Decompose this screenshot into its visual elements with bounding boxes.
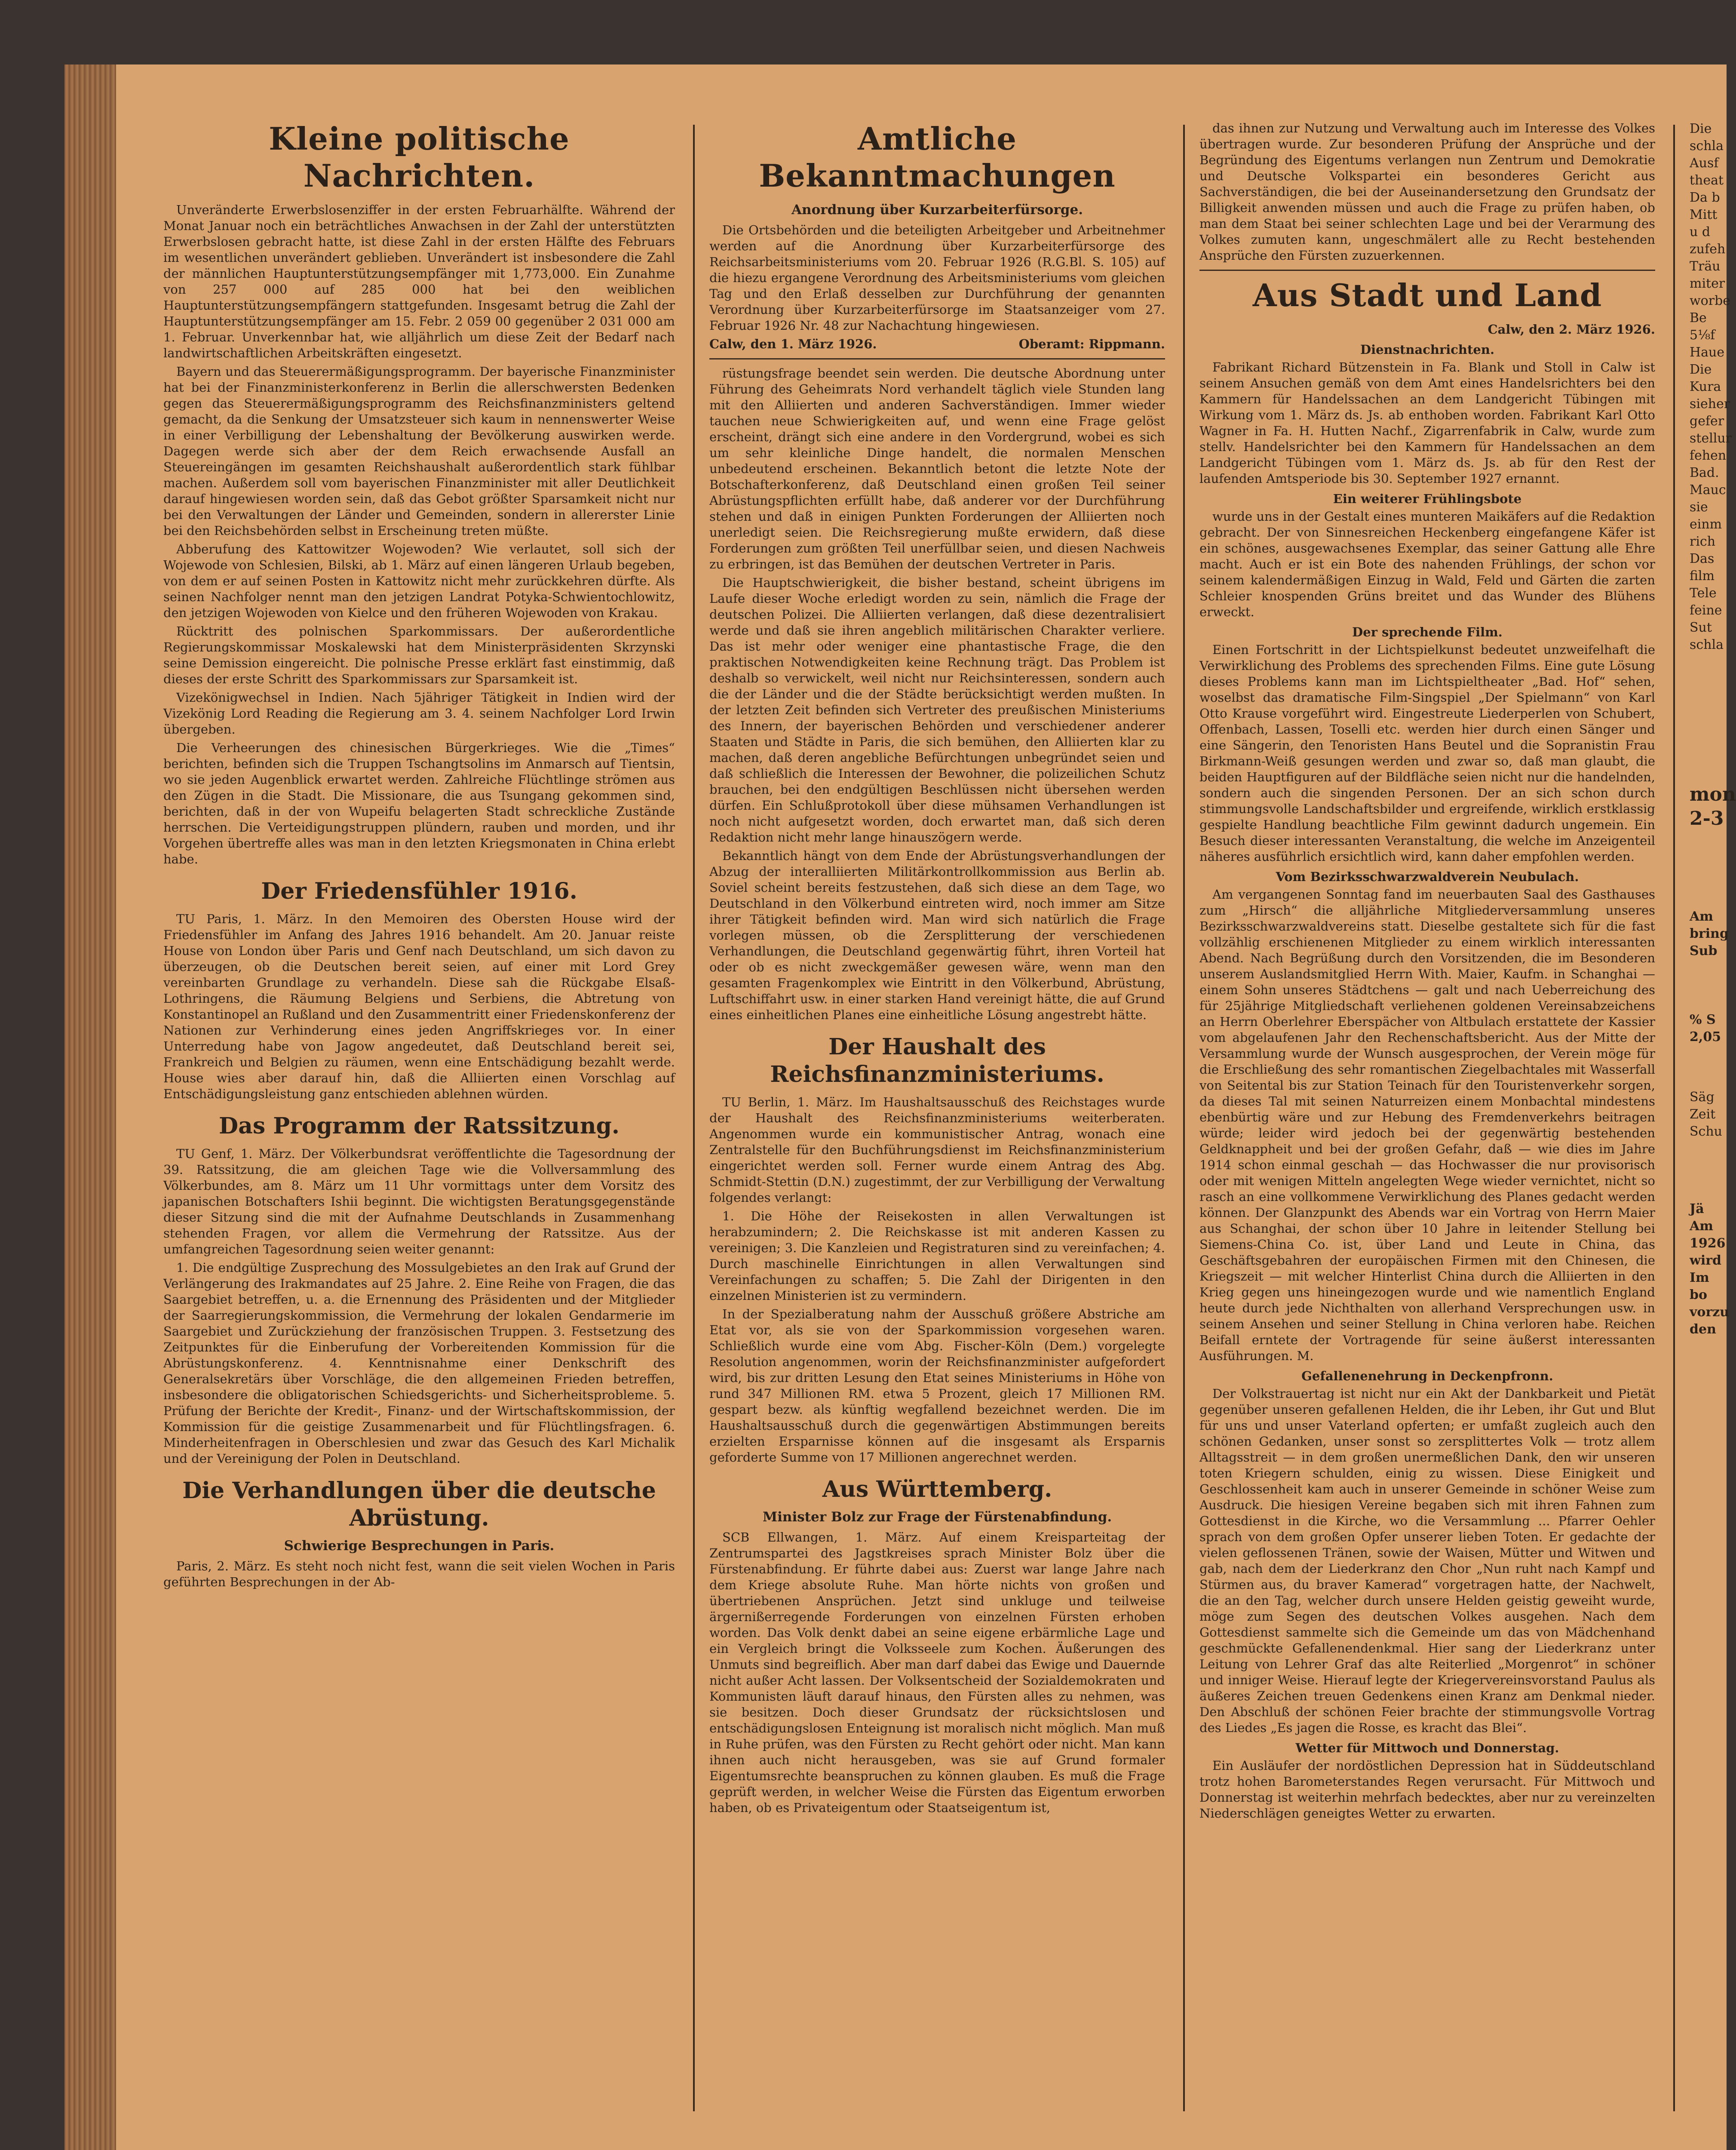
cropped-line: Bad. xyxy=(1690,465,1719,480)
column-rule xyxy=(693,125,695,2111)
subheadline: Vom Bezirksschwarzwaldverein Neubulach. xyxy=(1276,869,1579,884)
headline: Der Haushalt des Reichsfinanzministeriums. xyxy=(770,1034,1104,1087)
cropped-line: Träu xyxy=(1690,259,1721,274)
column-4-cropped xyxy=(1690,120,1736,2124)
cropped-text-block xyxy=(1690,1011,1727,1046)
subheadline: Gefallenenehrung in Deckenpfronn. xyxy=(1301,1369,1553,1383)
article-paragraph: Bayern und das Steuerermäßigungsprogramm. Der bayerische Finanzminister hat bei der Finanzministerkonferenz in Berlin die allerschwersten Bedenken gegen das Steuerermäßigungsprogramm des Reichsfinanzministers geltend gemacht, da die Senkung der Umsatzsteuer sich kaum in nennenswerter Weise in einer Verbilligung der Lebenshaltung der Bevölkerung auswirken werde. Dagegen werde sich aber der dem Reich erwachsende Ausfall an Steuereingängen im gesamten Reichshaushalt außerordentlich stark fühlbar machen. Außerdem soll vom bayerischen Finanzminister mit aller Deutlichkeit darauf hingewiesen worden sein, daß das Gebot größter Sparsamkeit nicht nur bei den Verwaltungen der Länder und Gemeinden, sondern in allererster Linie bei den Reichsbehörden selbst in Erscheinung treten müßte. xyxy=(163,364,675,538)
section-divider xyxy=(1199,270,1655,271)
headline: Das Programm der Ratssitzung. xyxy=(219,1113,620,1139)
cropped-gap xyxy=(1690,1046,1727,1089)
cropped-line: u d xyxy=(1690,224,1711,240)
cropped-line: Das xyxy=(1690,551,1715,566)
signature-authority: Oberamt: Rippmann. xyxy=(1018,337,1165,351)
cropped-line: wird xyxy=(1690,1253,1722,1268)
signature-line xyxy=(709,336,1165,352)
cropped-line: 2,05 xyxy=(1690,1029,1721,1044)
signature-place-date: Calw, den 1. März 1926. xyxy=(709,337,877,351)
cropped-line: Die xyxy=(1690,362,1712,377)
cropped-line: Zeit xyxy=(1690,1107,1716,1122)
cropped-line: 2-3 xyxy=(1690,808,1724,829)
article-paragraph: Ein Ausläufer der nordöstlichen Depression hat in Süddeutschland trotz hohen Barometerstandes Regen verursacht. Für Mittwoch und Donnerstag ist weiterhin mehrfach bedecktes, aber nur zu vereinzelten Niederschlägen geneigtes Wetter zu erwarten. xyxy=(1199,1758,1655,1821)
column-3 xyxy=(1199,120,1655,2124)
cropped-line: gefer xyxy=(1690,414,1724,429)
cropped-gap xyxy=(1690,831,1727,908)
cropped-line: Am xyxy=(1690,909,1714,924)
cropped-line: miter xyxy=(1690,276,1725,291)
cropped-line: Kura xyxy=(1690,379,1721,394)
headline: Der Friedensfühler 1916. xyxy=(261,878,577,904)
column-2 xyxy=(709,120,1165,2124)
cropped-line: worbe xyxy=(1690,293,1731,308)
article-paragraph: Am vergangenen Sonntag fand im neuerbauten Saal des Gasthauses zum „Hirsch“ die alljährliche Mitgliederversammlung unseres Bezirksschwarzwaldvereins statt. Dieselbe gestaltete sich für die fast vollzählig erschienenen Mitglieder zu einem wirklich interessanten Abend. Nach Begrüßung durch den Vorsitzenden, die im Besonderen unserem Auslandsmitglied Herrn With. Maier, Kaufm. in Schanghai — einem Sohn unseres Städtchens — galt und nach Ueberreichung des für 25jährige Mitgliedschaft verliehenen goldenen Vereinsabzeichens an Herrn Oberlehrer Eberspächer von Altbulach erstattete der Kassier vom abgelaufenen Jahr den Rechenschaftsbericht. Aus der Mitte der Versammlung wurde der Wunsch ausgesprochen, der Verein möge für die Erschließung des sehr romantischen Ziegelbachtales mit Wasserfall von Seitental bis zur Station Teinach für den Touristenverkehr sorgen, da dieses Tal mit seinen Naturreizen einem Monbachtal mindestens ebenbürtig wäre und zur Hebung des Fremdenverkehrs beitragen würde; leider wird jedoch bei der gegenwärtig bestehenden Geldknappheit und bei der großen Gefahr, daß — wie dies im Jahre 1914 schon einmal geschah — das Hochwasser die nur provisorisch oder mit wenigen Mitteln angelegten Wege wieder vernichtet, nicht so rasch an eine vollkommene Verwirklichung des Planes gedacht werden können. Der Glanzpunkt des Abends war ein Vortrag von Herrn Maier aus Schanghai, der schon über 10 Jahre in leitender Stellung bei Siemens-China Co. ist, über Land und Leute in China, das Geschäftsgebahren der europäischen Firmen mit den Chinesen, die Kriegszeit — mit welcher Hinterlist China durch die Alliierten in den Krieg gegen uns hineingezogen wurde und wie namentlich England heute durch jede Nichthalten von allerhand Versprechungen usw. in seinem Ansehen und seiner Stellung in China verloren habe. Reichen Beifall erntete der Vortragende für seine äußerst interessanten Ausführungen. M. xyxy=(1199,887,1655,1363)
cropped-text-block xyxy=(1690,1201,1730,1338)
article-paragraph: SCB Ellwangen, 1. März. Auf einem Kreisparteitag der Zentrumspartei des Jagstkreises sprach Minister Bolz über die Fürstenabfindung. Er führte dabei aus: Zuerst war lange Jahre nach dem Kriege absolute Ruhe. Man hörte nichts von großen und übertriebenen Ansprüchen. Jetzt sind unkluge und teilweise ärgernißerregende Forderungen von einzelnen Fürsten erhoben worden. Das Volk denkt dabei an seine eigene erbärmliche Lage und ein Vergleich bringt die Volksseele zum Kochen. Äußerungen des Unmuts sind begreiflich. Aber man darf dabei das Ewige und Dauernde nicht außer Acht lassen. Der Volksentscheid der Sozialdemokraten und Kommunisten läuft darauf hinaus, den Fürsten alles zu nehmen, was sie besitzen. Doch dieser Grundsatz der rücksichtslosen und entschädigungslosen Enteignung ist moralisch nicht möglich. Man muß in Ruhe prüfen, was den Fürsten zu Recht gehört oder nicht. Man kann ihnen auch nicht herausgeben, was sie auf Grund formaler Eigentumsrechte beanspruchen zu können glauben. Es muß die Frage geprüft werden, in welcher Weise die Fürsten das Eigentum erworben haben, ob es Privateigentum oder Staatseigentum ist, xyxy=(709,1530,1165,1815)
headline: Aus Stadt und Land xyxy=(1252,277,1602,313)
subheadline: Wetter für Mittwoch und Donnerstag. xyxy=(1295,1741,1559,1755)
cropped-line: Säg xyxy=(1690,1090,1715,1105)
article-paragraph: Die Verheerungen des chinesischen Bürgerkrieges. Wie die „Times“ berichten, befinden sich die Truppen Tschangtsolins im Anmarsch auf Tientsin, wo sie jeden Augenblick erwartet werden. Zahlreiche Flüchtlinge strömen aus den Zügen in die Stadt. Die Missionare, die aus Tsungang gekommen sind, berichten, daß in der von Wupeifu belagerten Stadt schreckliche Zustände herrschen. Die Verteidigungstruppen plündern, rauben und morden, und ihr Vorgehen übertreffe alles was man in den letzten Kriegsmonaten in China erlebt habe. xyxy=(163,740,675,866)
headline: Amtliche Bekanntmachungen xyxy=(759,120,1116,194)
article-paragraph: Fabrikant Richard Bützenstein in Fa. Blank und Stoll in Calw ist seinem Ansuchen gemäß von dem Amt eines Handelsrichters bei den Kammern für Handelssachen an dem Landgericht Tübingen mit Wirkung vom 1. März ds. Js. ab enthoben worden. Fabrikant Karl Otto Wagner in Fa. H. Hutten Nachf., Zigarrenfabrik in Calw, wurde zum stellv. Handelsrichter bei den Kammern für Handelssachen an dem Landgericht Tübingen vom 1. März ds. Js. ab für den Rest der laufenden Amtsperiode bis 30. September 1927 ernannt. xyxy=(1199,360,1655,486)
cropped-text-block xyxy=(1690,120,1732,654)
article-paragraph: Rücktritt des polnischen Sparkommissars. Der außerordentliche Regierungskommissar Moskalewski hat dem Ministerpräsidenten Skrzynski seine Demission eingereicht. Die polnische Presse erklärt fast einstimmig, daß dieses der erste Schritt des Sparkommissars zur Sparsamkeit ist. xyxy=(163,624,675,686)
cropped-line: Mitt xyxy=(1690,207,1718,222)
cropped-line: schla xyxy=(1690,138,1724,154)
cropped-line: Mauc xyxy=(1690,482,1726,498)
cropped-line: Sut xyxy=(1690,620,1712,635)
cropped-line: sieher xyxy=(1690,396,1730,412)
cropped-line: feine xyxy=(1690,603,1722,618)
newspaper-page xyxy=(64,64,1736,2150)
article-paragraph: Einen Fortschritt in der Lichtspielkunst bedeutet unzweifelhaft die Verwirklichung des Problems des sprechenden Films. Eine gute Lösung dieses Problems kann man im Lichtspieltheater „Bad. Hof“ sehen, woselbst das dramatische Film-Singspiel „Der Spielmann“ von Karl Otto Krause vorgeführt wird. Eingestreute Liederperlen von Schubert, Offenbach, Lassen, Toselli etc. werden hier durch einen Sänger und eine Sängerin, den Tenoristen Hans Beutel und die Sopranistin Frau Birkmann-Weiß gesungen werden und zwar so, daß man glaubt, die beiden Hauptfiguren auf der Bildfläche seien nicht nur die handelnden, sondern auch die singenden Personen. Der an sich schon durch stimmungsvolle Landschaftsbilder und ergreifende, wirklich erstklassig gespielte Handlung beachtliche Film gewinnt dadurch ungemein. Ein Besuch dieser interessanten Veranstaltung, die welche im Anzeigenteil näheres ausführlich ersichtlich wird, kann daher empfohlen werden. xyxy=(1199,642,1655,864)
cropped-line: Schu xyxy=(1690,1124,1722,1139)
article-paragraph: Der Volkstrauertag ist nicht nur ein Akt der Dankbarkeit und Pietät gegenüber unseren gefallenen Helden, die ihr Leben, ihr Gut und Blut für uns und unser Vaterland opferten; er umfaßt zugleich auch den schönen Gedanken, unser sonst so zersplittertes Volk — trotz allem Alltagsstreit — in dem großen unermeßlichen Dank, den wir unseren toten Kriegern schulden, einig zu wissen. Diese Einigkeit und Geschlossenheit kam auch in unserer Gemeinde in schöner Weise zum Ausdruck. Die hiesigen Vereine begaben sich mit ihren Fahnen zum Gottesdienst in die Kirche, wo die Versammlung ... Pfarrer Oehler sprach von dem großen Opfer unserer lieben Toten. Er gedachte der vielen geflossenen Tränen, sowie der Waisen, Mütter und Witwen und gab, nach dem der Liederkranz den Chor „Nun ruht nach Kampf und Stürmen aus, du braver Kamerad“ vorgetragen hatte, der Nachwelt, die an den Tag, welcher durch unsere Helden geistig geweiht wurde, möge zum Segen des deutschen Volkes ausgehen. Nach dem Gottesdienst sammelte sich die Gemeinde um das von Mädchenhand geschmückte Gefallenendenkmal. Hier sang der Liederkranz unter Leitung von Lehrer Graf das alte Reiterlied „Morgenrot“ in schöner und inniger Weise. Hierauf legte der Kriegervereinsvorstand Paulus als äußeres Zeichen treuen Gedenkens einen Kranz am Denkmal nieder. Den Abschluß der schönen Feier brachte der stimmungsvolle Vortrag des Liedes „Es jagen die Rosse, es kracht das Blei“. xyxy=(1199,1386,1655,1735)
article-paragraph: das ihnen zur Nutzung und Verwaltung auch im Interesse des Volkes übertragen wurde. Zur besonderen Prüfung der Ansprüche und der Begründung des Eigentums verlangen nun Zentrum und Demokratie und Deutsche Volkspartei ein besonderes Gericht aus Sachverständigen, die bei der Auseinandersetzung den Grundsatz der Billigkeit anwenden müssen und auch die Frage zu prüfen haben, ob man dem Staat bei seiner schlechten Lage und bei der Verarmung des Volkes zumuten kann, ungeschmälert alle zu Recht bestehenden Ansprüche den Fürsten zuzuerkennen. xyxy=(1199,121,1655,263)
article-paragraph: Unveränderte Erwerbslosenziffer in der ersten Februarhälfte. Während der Monat Januar noch ein beträchtliches Anwachsen in der Zahl der unterstützten Erwerbslosen gebracht hatte, ist diese Zahl in der ersten Hälfte des Februars im wesentlichen unverändert geblieben. Unverändert ist insbesondere die Zahl der männlichen Hauptunterstützungsempfänger mit 1,773,000. Ein Zunahme von 257 000 auf 285 000 hat bei den weiblichen Hauptunterstützungsempfängern stattgefunden. Insgesamt betrug die Zahl der Hauptunterstützungsempfänger am 15. Febr. 2 059 00 gegenüber 2 031 000 am 1. Februar. Unverkennbar hat, wie alljährlich um diese Zeit der Bedarf nach landwirtschaftlichen Arbeitskräften eingesetzt. xyxy=(163,203,675,360)
subheadline: Ein weiterer Frühlingsbote xyxy=(1333,491,1522,506)
article-paragraph: Vizekönigwechsel in Indien. Nach 5jähriger Tätigkeit in Indien wird der Vizekönig Lord Reading die Regierung am 3. 4. seinem Nachfolger Lord Irwin übergeben. xyxy=(163,690,675,737)
cropped-text-block xyxy=(1690,783,1736,831)
article-paragraph: TU Genf, 1. März. Der Völkerbundsrat veröffentlichte die Tagesordnung der 39. Ratssitzung, die am gleichen Tage wie die Vollversammlung des Völkerbundes, am 8. März um 11 Uhr vormittags unter dem Vorsitz des japanischen Botschafters Ishii beginnt. Die wichtigsten Beratungsgegenstände dieser Sitzung sind die mit der Aufnahme Deutschlands in Zusammenhang stehenden Fragen, vor allem die Vermehrung der Ratssitze. Aus der umfangreichen Tagesordnung seien weiter genannt: xyxy=(163,1146,675,1256)
cropped-line: Be xyxy=(1690,310,1707,326)
column-rule xyxy=(1673,125,1675,2111)
cropped-line: Tele xyxy=(1690,586,1717,601)
article-paragraph: Die Ortsbehörden und die beteiligten Arbeitgeber und Arbeitnehmer werden auf die Anordnung über Kurzarbeiterfürsorge des Reichsarbeitsministeriums vom 20. Februar 1926 (R.G.Bl. S. 105) auf die hiezu ergangene Verordnung des Arbeitsministeriums vom gleichen Tag und den Erlaß desselben zur Durchführung der genannten Verordnung über Kurzarbeiterfürsorge im Staatsanzeiger vom 27. Februar 1926 Nr. 48 zur Nachachtung hingewiesen. xyxy=(709,223,1165,333)
article-list: 1. Die Höhe der Reisekosten in allen Verwaltungen ist herabzumindern; 2. Die Reichskasse ist mit anderen Kassen zu vereinigen; 3. Die Kanzleien und Registraturen sind zu vereinfachen; 4. Durch maschinelle Einrichtungen in allen Verwaltungen sind Vereinfachungen zu schaffen; 5. Die Zahl der Dirigenten in den einzelnen Ministerien ist zu vermindern. xyxy=(709,1209,1165,1303)
cropped-line: Da b xyxy=(1690,190,1720,205)
cropped-line: Ausf xyxy=(1690,156,1719,171)
article-paragraph: Abberufung des Kattowitzer Wojewoden? Wie verlautet, soll sich der Wojewode von Schlesien, Bilski, ab 1. März auf einen längeren Urlaub begeben, von dem er auf seinen Posten in Kattowitz nicht mehr zurückkehren dürfte. Als seinen Nachfolger nennt man den jetzigen Landrat Potyka-Schwientochlowitz, den jetzigen Wojewoden von Kielce und den früheren Wojewoden von Krakau. xyxy=(163,542,675,620)
cropped-line: Jä xyxy=(1690,1201,1704,1216)
subheadline: Anordnung über Kurzarbeiterfürsorge. xyxy=(791,202,1083,218)
cropped-line: 1926 xyxy=(1690,1236,1726,1251)
cropped-line: film xyxy=(1690,568,1715,584)
page-binding xyxy=(64,64,116,2150)
cropped-gap xyxy=(1690,1140,1727,1201)
cropped-line: Die xyxy=(1690,121,1712,136)
cropped-line: bring xyxy=(1690,926,1729,941)
subheadline: Schwierige Besprechungen in Paris. xyxy=(284,1538,555,1554)
article-paragraph: TU Paris, 1. März. In den Memoiren des Obersten House wird der Friedensfühler im Anfang des Jahres 1916 behandelt. Am 20. Januar reiste House von London über Paris und Genf nach Deutschland, um sich davon zu überzeugen, ob die Deutschen bereit seien, auf einer mit Lord Grey vereinbarten Grundlage zu verhandeln. Diese sah die Rückgabe Elsaß-Lothringens, die Räumung Belgiens und Serbiens, die Abtretung von Konstantinopel an Rußland und den Zusammentritt einer Friedenskonferenz der Nationen zur Verhinderung eines jeden Angriffskrieges vor. In einer Unterredung habe von Jagow angedeutet, daß Deutschland bereit sei, Frankreich und Belgien zu räumen, wenn eine Entschädigung bezahlt werde. House wies aber darauf hin, daß die Alliierten einen Vorschlag auf Entschädigungsleistung ganz entschieden ablehnen würden. xyxy=(163,912,675,1101)
cropped-text-block xyxy=(1690,1089,1727,1140)
cropped-line: 5⅛f xyxy=(1690,328,1715,343)
cropped-line: vorzu xyxy=(1690,1305,1730,1320)
headline: Kleine politische Nachrichten. xyxy=(269,120,570,194)
section-divider xyxy=(709,358,1165,359)
article-paragraph: Die Hauptschwierigkeit, die bisher bestand, scheint übrigens im Laufe dieser Woche erledigt worden zu sein, nämlich die Frage der deutschen Polizei. Die Alliierten verlangen, daß diese dezentralisiert werde und daß sie ihren angeblich militärischen Charakter verliere. Das ist mehr oder weniger eine phantastische Frage, die den praktischen Notwendigkeiten keine Rechnung trägt. Das Problem ist deshalb so verwickelt, weil nicht nur Reichsinteressen, sondern auch die der Länder und die der Städte berücksichtigt werden mußten. In der letzten Zeit befinden sich Vertreter des preußischen Ministeriums des Innern, der bayerischen Behörden und verschiedener anderer Staaten und Städte in Paris, die sich bemühen, den Alliierten klar zu machen, daß deren angebliche Befürchtungen unbegründet seien und daß schließlich die Interessen der Bewohner, die polizeilichen Schutz brauchen, bei den endgültigen Beschlüssen nicht übersehen werden dürfen. Ein Schlußprotokoll über diese mühsamen Verhandlungen ist noch nicht aufgesetzt worden, doch erwartet man, daß sich deren Redaktion nicht mehr lange hinauszögern werde. xyxy=(709,575,1165,845)
cropped-line: rich xyxy=(1690,534,1716,549)
cropped-text-block xyxy=(1690,908,1727,960)
subheadline: Minister Bolz zur Frage der Fürstenabfindung. xyxy=(762,1509,1112,1525)
cropped-line: fehen xyxy=(1690,448,1727,463)
article-paragraph: TU Berlin, 1. März. Im Haushaltsausschuß des Reichstages wurde der Haushalt des Reichsfinanzministeriums weiterberaten. Angenommen wurde ein kommunistischer Antrag, wonach eine Zentralstelle für den Buchführungsdienst im Reichsfinanzministerium eingerichtet werden soll. Ferner wurde einem Antrag des Abg. Schmidt-Stettin (D.N.) zugestimmt, der zur Verbilligung der Verwaltung folgendes verlangt: xyxy=(709,1095,1165,1205)
column-rule xyxy=(1183,125,1185,2111)
cropped-line: mon xyxy=(1690,783,1736,805)
cropped-line: theat xyxy=(1690,173,1724,188)
article-paragraph: In der Spezialberatung nahm der Ausschuß größere Abstriche am Etat vor, als sie von der Sparkommission vorgesehen waren. Schließlich wurde eine vom Abg. Fischer-Köln (Dem.) vorgelegte Resolution angenommen, worin der Reichsfinanzminister aufgefordert wird, bis zur dritten Lesung den Etat seines Ministeriums in Höhe von rund 347 Millionen RM. etwa 5 Prozent, gleich 17 Millionen RM. gespart bezw. als künftig wegfallend bezeichnet werden. Die im Haushaltsausschuß durch die gegenwärtigen Abstimmungen bereits erzielten Ersparnisse können auf die insgesamt als Ersparnis geforderte Summe von 17 Millionen angerechnet werden. xyxy=(709,1307,1165,1465)
dateline: Calw, den 2. März 1926. xyxy=(1488,322,1655,337)
cropped-line: % S xyxy=(1690,1012,1716,1027)
cropped-line: bo xyxy=(1690,1287,1707,1302)
cropped-line: Sub xyxy=(1690,943,1718,958)
headline: Aus Württemberg. xyxy=(822,1476,1052,1502)
cropped-line: den xyxy=(1690,1322,1716,1337)
headline: Die Verhandlungen über die deutsche Abrüstung. xyxy=(182,1477,656,1531)
cropped-line: einm xyxy=(1690,517,1722,532)
subheadline: Dienstnachrichten. xyxy=(1360,342,1495,357)
column-1 xyxy=(163,120,675,2124)
cropped-line: Im xyxy=(1690,1270,1709,1285)
cropped-line: sie xyxy=(1690,500,1708,515)
cropped-line: Haue xyxy=(1690,345,1725,360)
article-paragraph: wurde uns in der Gestalt eines munteren Maikäfers auf die Redaktion gebracht. Der von Sinnesreichen Heckenberg eingefangene Käfer ist ein schönes, ausgewachsenes Exemplar, das seiner Gattung alle Ehre macht. Auch er ist ein Bote des nahenden Frühlings, der schon vor seinem kalendermäßigen Einzug in Wald, Feld und Gärten die zarten Schleier knospenden Grüns breitet und das Wunder des Blühens erweckt. xyxy=(1199,509,1655,619)
subheadline: Der sprechende Film. xyxy=(1352,625,1503,639)
article-paragraph: Bekanntlich hängt von dem Ende der Abrüstungsverhandlungen der Abzug der interalliierten Militärkontrollkommission aus Berlin ab. Soviel scheint bereits festzustehen, daß sich diese an dem Tage, wo Deutschland in den Völkerbund eintreten wird, noch immer am Sitze ihrer Tätigkeit befinden wird. Man wird sich natürlich die Frage vorlegen müssen, ob die Zersplitterung der verschiedenen Verhandlungen, die Deutschland gegenwärtig führt, ihren Vorteil hat oder ob es nicht zweckgemäßer gewesen wäre, wenn man den gesamten Fragenkomplex wie Eintritt in den Völkerbund, Abrüstung, Luftschiffahrt usw. in einer starken Hand vereinigt hätte, die auf Grund eines einheitlichen Planes eine einheitliche Lösung angestrebt hätte. xyxy=(709,848,1165,1022)
cropped-line: schla xyxy=(1690,637,1724,652)
cropped-gap xyxy=(1690,654,1727,783)
article-list: 1. Die endgültige Zusprechung des Mossulgebietes an den Irak auf Grund der Verlängerung des Irakmandates auf 25 Jahre. 2. Eine Reihe von Fragen, die das Saargebiet betreffen, u. a. die Ernennung des Präsidenten und der Mitglieder der Saarregierungskommission, die Vermehrung der lokalen Gendarmerie im Saargebiet und Zurückziehung der französischen Truppen. 3. Festsetzung des Zeitpunktes für die Einberufung der Vorbereitenden Kommission für die Abrüstungskonferenz. 4. Kenntnisnahme einer Denkschrift des Generalsekretärs über Vorschläge, die den allgemeinen Frieden betreffen, insbesondere die obligatorischen Schiedsgerichts- und Sicherheitsprobleme. 5. Prüfung der Berichte der Kredit-, Finanz- und der Wirtschaftskommission, der Kommission für die geistige Zusammenarbeit und für Flüchtlingsfragen. 6. Minderheitenfragen in Oberschlesien und zwar das Gesuch des Karl Michalik und der Vereinigung der Polen in Deutschland. xyxy=(163,1260,675,1466)
cropped-line: Am xyxy=(1690,1219,1714,1234)
cropped-line: zufeh xyxy=(1690,242,1726,257)
cropped-gap xyxy=(1690,960,1727,1011)
article-paragraph: rüstungsfrage beendet sein werden. Die deutsche Abordnung unter Führung des Geheimrats Nord verhandelt täglich viele Stunden lang mit den Alliierten und anderen Sachverständigen. Immer wieder tauchen neue Schwierigkeiten auf, und wenn eine Frage gelöst erscheint, drängt sich eine andere in den Vordergrund, wobei es sich um sehr kleinliche Dinge handelt, die normalen Menschen unbedeutend erscheinen. Bekanntlich betont die letzte Note der Botschafterkonferenz, daß Deutschland einen großen Teil seiner Abrüstungspflichten erfüllt habe, daß anderer vor der Durchführung stehen und daß in einigen Punkten Forderungen der Alliierten noch unerledigt seien. Die Reichsregierung mußte erwidern, daß diese Forderungen zum größten Teil unerfüllbar seien, und diesen Nachweis zu erbringen, ist das Bemühen der deutschen Vertreter in Paris. xyxy=(709,366,1165,571)
cropped-line: stellur xyxy=(1690,431,1732,446)
article-paragraph: Paris, 2. März. Es steht noch nicht fest, wann die seit vielen Wochen in Paris geführten Besprechungen in der Ab- xyxy=(163,1559,675,1589)
